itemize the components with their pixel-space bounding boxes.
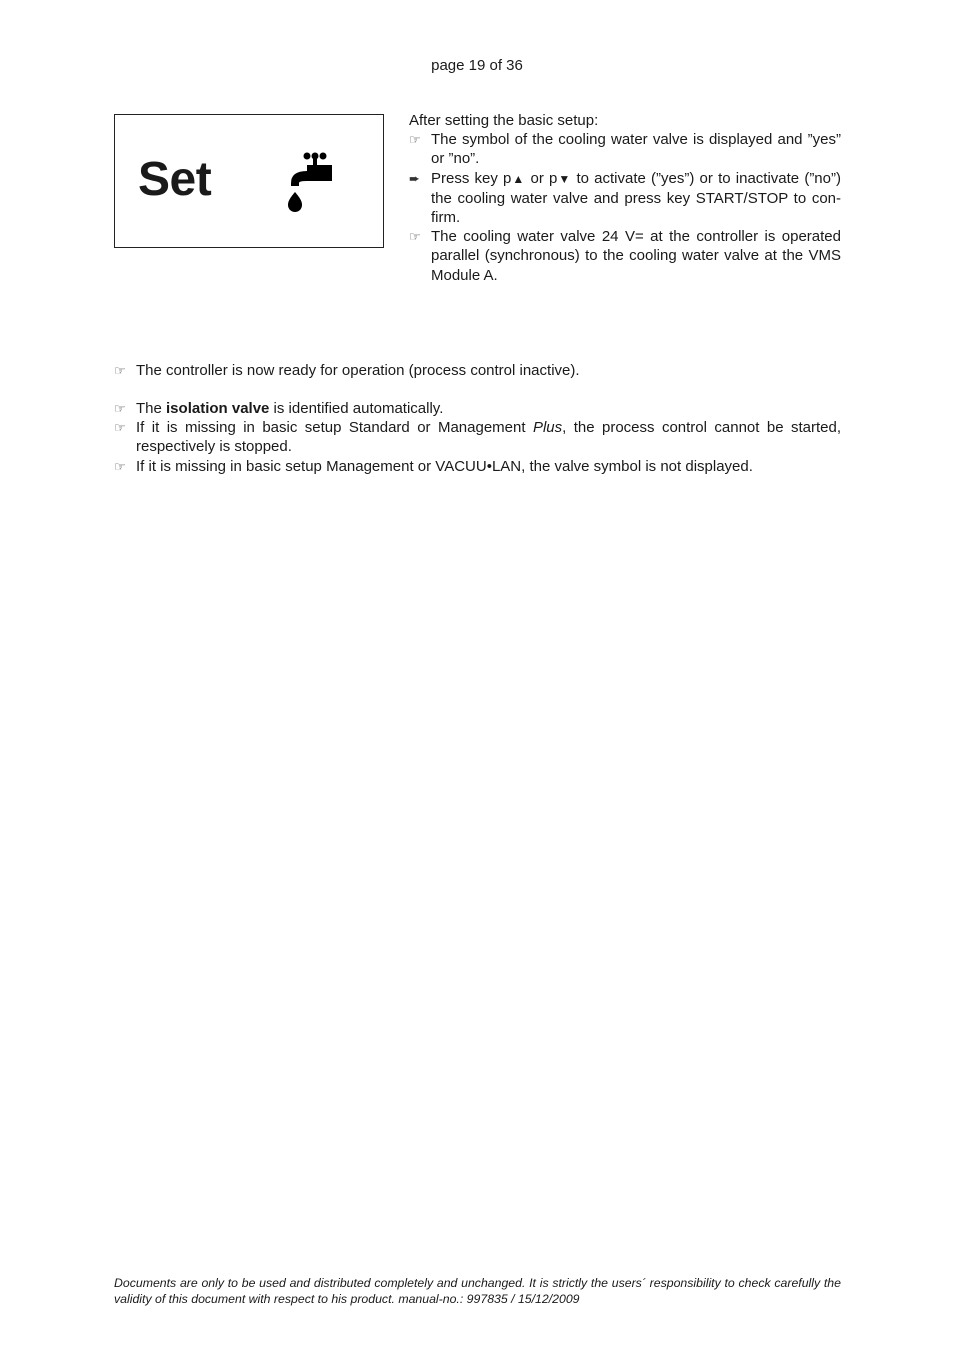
action-text-c: to activate (”yes”) or to inactivate (”no”) the cooling water valve and press key START/STOP to con-firm. xyxy=(431,169,841,227)
action-text-a: Press key p xyxy=(431,169,512,187)
up-arrow-icon: ▲ xyxy=(511,171,526,186)
note-item xyxy=(114,399,841,418)
note-text-b: , the process control cannot be started, respectively is stopped. xyxy=(136,419,841,456)
note-text-b: is identified automatically. xyxy=(269,400,444,417)
setup-instructions xyxy=(409,111,841,285)
pointing-hand-icon: ☞ xyxy=(114,363,126,378)
note-item xyxy=(114,361,841,380)
note-text-a: The xyxy=(136,400,167,417)
document-footer: Documents are only to be used and distributed completely and unchanged. It is strictly the users´ responsibility to check carefully the validity of this document with respect to his product. manual-no.: 997835 / 15/12/2009 xyxy=(114,1276,841,1306)
down-arrow-icon: ▼ xyxy=(557,171,572,186)
page-number: page 19 of 36 xyxy=(431,57,523,74)
note-item xyxy=(114,418,841,456)
note-text: If it is missing in basic setup Management or VACUU•LAN, the valve symbol is not displayed. xyxy=(136,457,753,475)
note-item xyxy=(409,130,841,168)
isolation-notes xyxy=(114,399,841,476)
right-arrow-icon: ➨ xyxy=(409,170,420,186)
ready-note xyxy=(114,361,841,380)
display-set-label: Set xyxy=(138,153,212,206)
setup-intro: After setting the basic setup: xyxy=(409,112,599,129)
plus-term: Plus xyxy=(532,419,563,437)
pointing-hand-icon: ☞ xyxy=(114,458,126,474)
pointing-hand-icon: ☞ xyxy=(409,132,421,148)
pointing-hand-icon: ☞ xyxy=(114,401,126,416)
action-text-b: or p xyxy=(525,169,558,187)
note-text: The controller is now ready for operation (process control inactive). xyxy=(136,362,580,379)
note-item xyxy=(114,457,841,476)
water-tap-icon xyxy=(287,152,333,212)
isolation-valve-term: isolation valve xyxy=(166,400,270,417)
note-text: The cooling water valve 24 V= at the controller is operated parallel (synchronous) to the cooling water valve at the VMS Module A. xyxy=(431,228,841,284)
note-item xyxy=(409,227,841,285)
note-text: The symbol of the cooling water valve is displayed and ”yes” or ”no”. xyxy=(431,131,841,168)
pointing-hand-icon: ☞ xyxy=(409,229,421,245)
action-item xyxy=(409,169,841,228)
pointing-hand-icon: ☞ xyxy=(114,420,126,436)
note-text-a: If it is missing in basic setup Standard or Management xyxy=(136,419,533,437)
controller-display xyxy=(114,114,384,248)
